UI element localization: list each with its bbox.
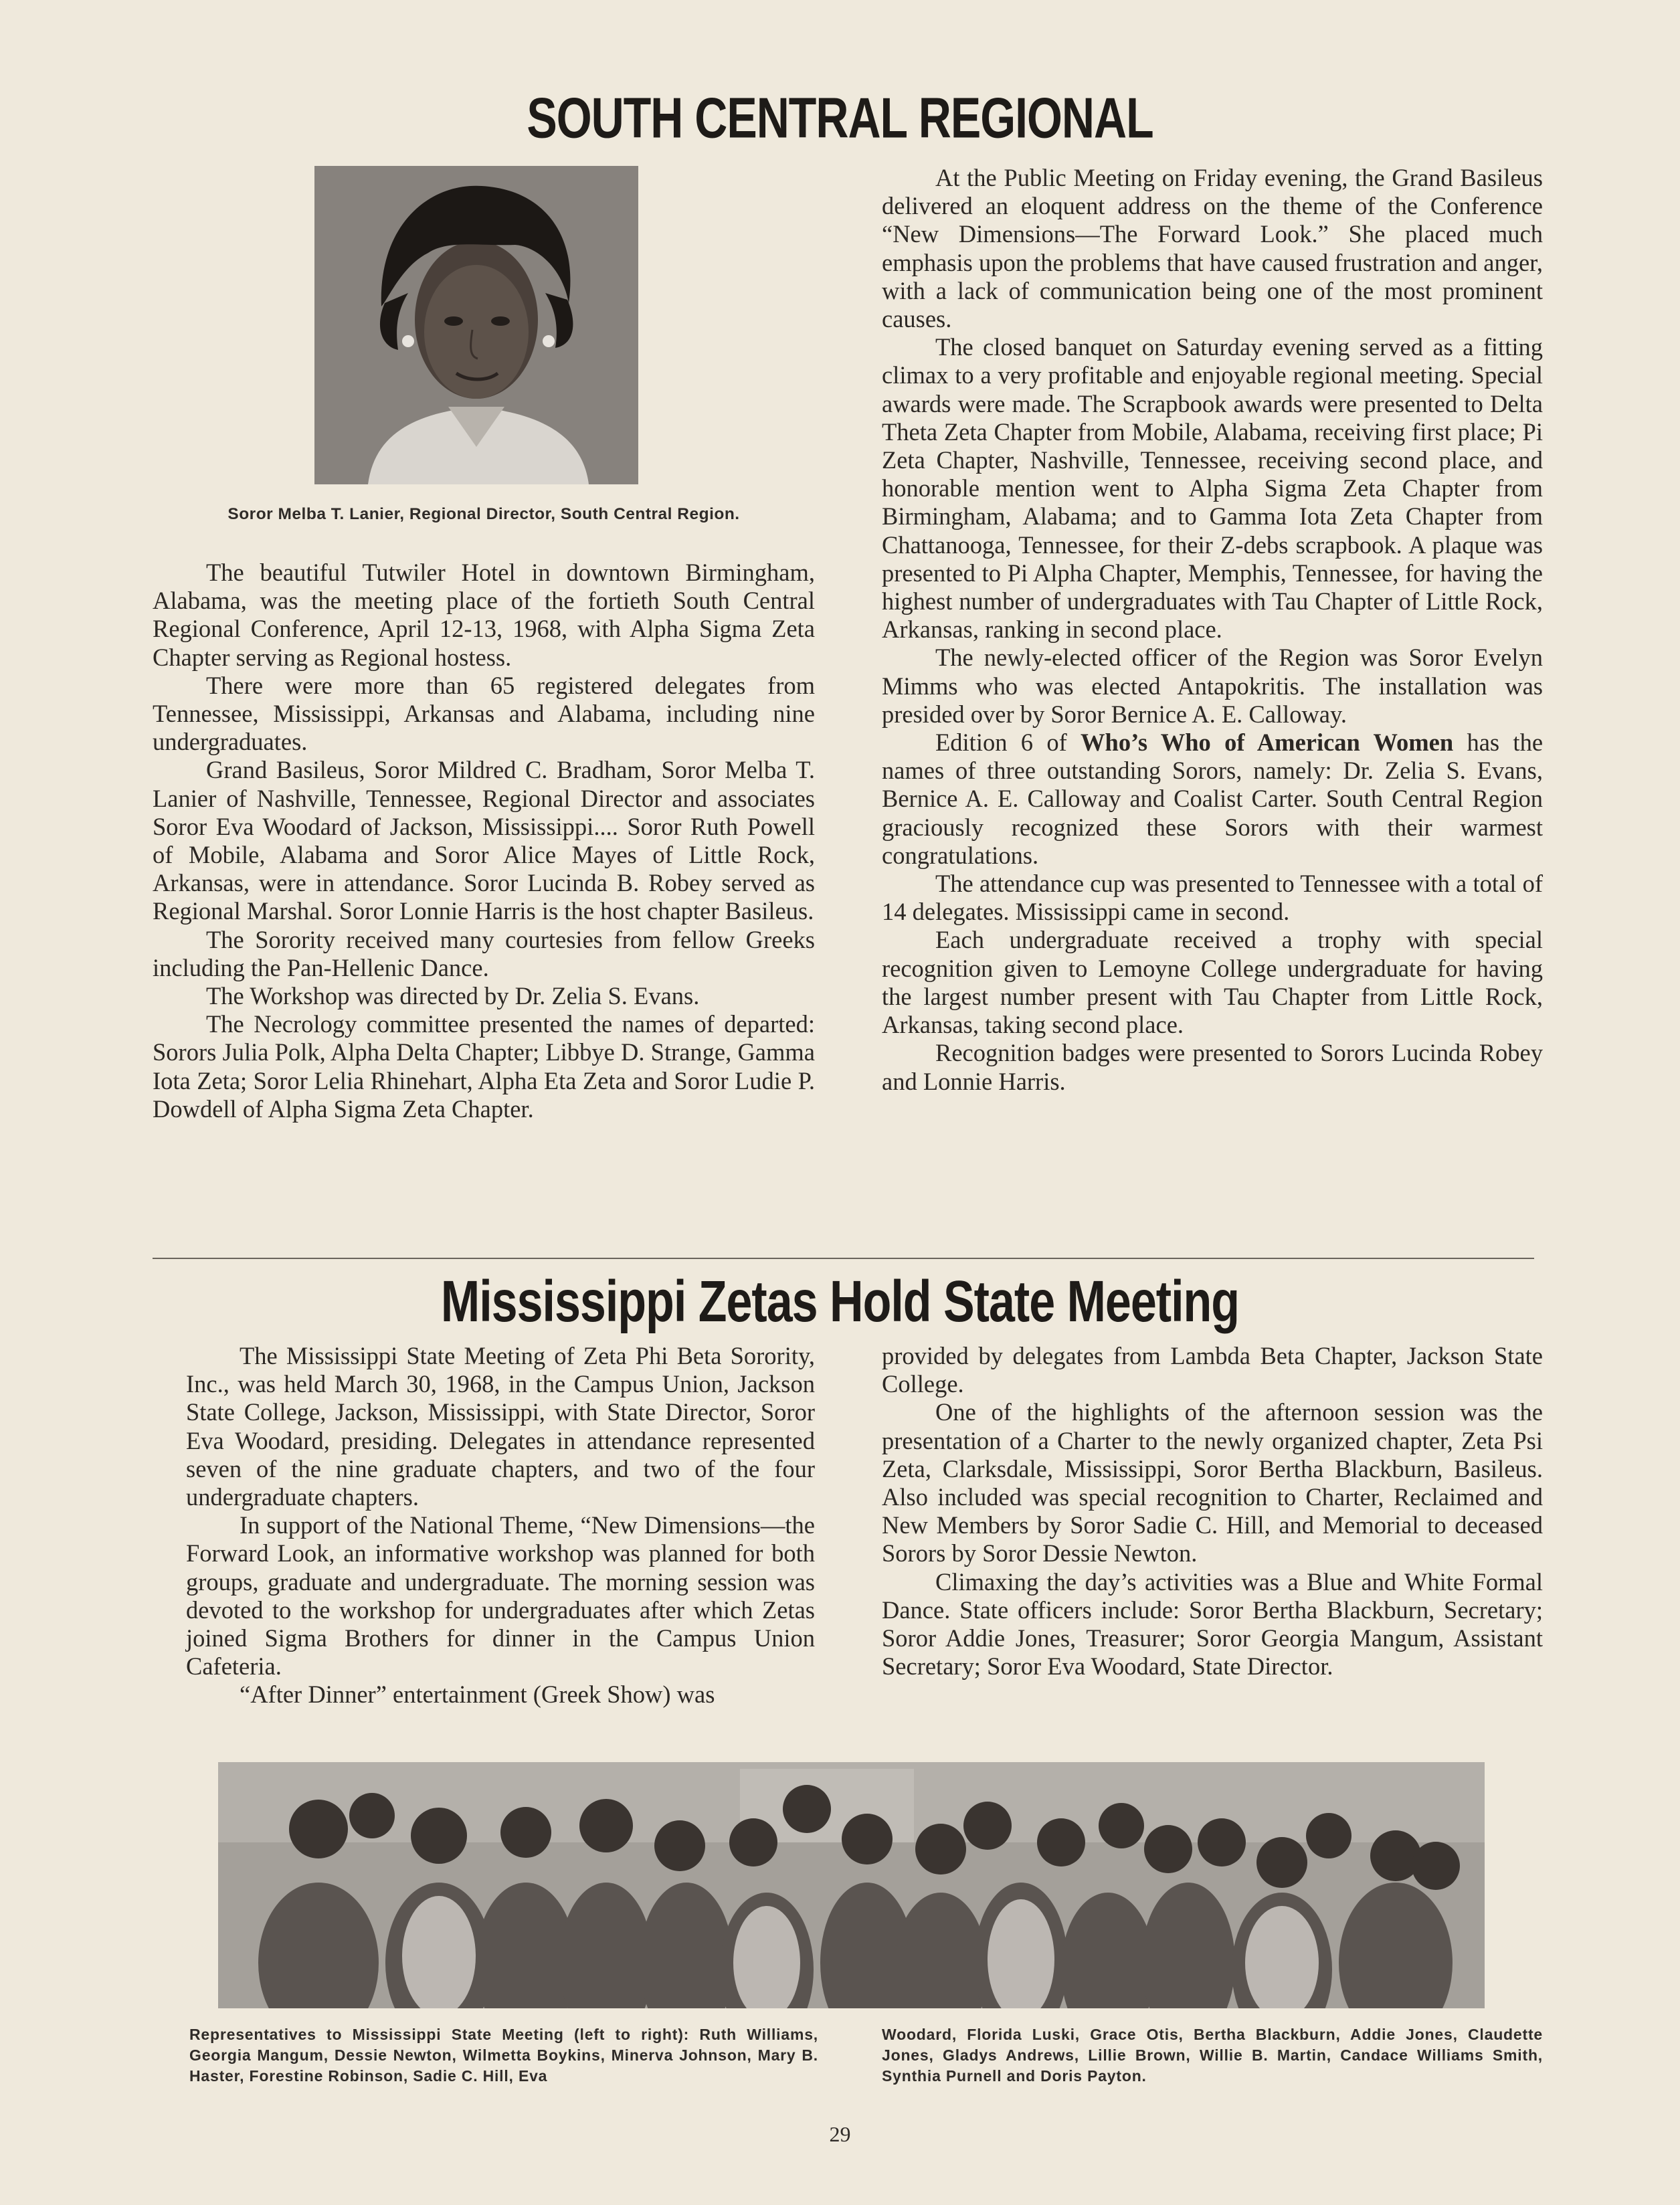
paragraph: Each undergraduate received a trophy with special recognition given to Lemoyne College undergraduate for having the largest number present with Tau Chapter from Little Rock, Arkansas, taking second place.: [882, 926, 1543, 1039]
group-photo-image: [218, 1762, 1485, 2008]
paragraph: The attendance cup was presented to Tennessee with a total of 14 delegates. Mississippi came in second.: [882, 870, 1543, 926]
paragraph: Grand Basileus, Soror Mildred C. Bradham, Soror Melba T. Lanier of Nashville, Tennessee, Regional Director and associates Soror Eva Woodard of Jackson, Mississippi.... Soror Ruth Powell of Mobile, Alabama and Soror Alice Mayes of Little Rock, Arkansas, were in attendance. Soror Lucinda B. Robey served as Regional Marshal. Soror Lonnie Harris is the host chapter Basileus.: [153, 756, 815, 925]
portrait-image: [314, 166, 638, 484]
paragraph-edition: [882, 729, 1543, 870]
paragraph: “After Dinner” entertainment (Greek Show) was: [240, 1681, 715, 1709]
publication-title: Who’s Who of American Women: [1081, 729, 1454, 757]
paragraph: The Mississippi State Meeting of Zeta Phi Beta Sorority, Inc., was held March 30, 1968, in the Campus Union, Jackson State College, Jackson, Mississippi, with State Director, Soror Eva Woodard, presiding. Delegates in attendance represented seven of the nine graduate chapters, and two of the four undergraduate chapters.: [186, 1342, 815, 1511]
south-central-left-column: [153, 559, 815, 1123]
edition-text-end: has the names of three outstanding Sorors, namely: Dr. Zelia S. Evans, Bernice A. E. Calloway and Coalist Carter. South Central Region graciously recognized these Sorors with their warmest congratulations.: [882, 729, 1544, 869]
portrait-photo: [314, 166, 638, 484]
mississippi-right-column: [882, 1342, 1543, 1681]
page-number: 29: [829, 2122, 851, 2146]
paragraph: Climaxing the day’s activities was a Blue and White Formal Dance. State officers include: Soror Bertha Blackburn, Secretary; Soror Addie Jones, Treasurer; Soror Georgia Mangum, Assistant Secretary; Soror Eva Woodard, State Director.: [882, 1567, 1543, 1681]
paragraph: The Workshop was directed by Dr. Zelia S. Evans.: [206, 982, 700, 1010]
group-photo-caption-left: Representatives to Mississippi State Meeting (left to right): Ruth Williams, Georgia Mangum, Dessie Newton, Wilmetta Boykins, Minerva Johnson, Mary B. Haster, Forestine Robinson, Sadie C. Hill, Eva: [189, 2026, 818, 2085]
paragraph: provided by delegates from Lambda Beta Chapter, Jackson State College.: [882, 1342, 1543, 1398]
group-photo-caption-right: Woodard, Florida Luski, Grace Otis, Bertha Blackburn, Addie Jones, Claudette Jones, Gladys Andrews, Lillie Brown, Willie B. Martin, Candace Williams Smith, Synthia Purnell and Doris Payton.: [882, 2026, 1543, 2085]
south-central-right-column: [882, 164, 1543, 1096]
section-headline-mississippi: Mississippi Zetas Hold State Meeting: [440, 1268, 1240, 1334]
paragraph: The closed banquet on Saturday evening served as a fitting climax to a very profitable and enjoyable regional meeting. Special awards were made. The Scrapbook awards were presented to Delta Theta Zeta Chapter from Mobile, Alabama, receiving first place; Pi Zeta Chapter, Nashville, Tennessee, receiving second place, and honorable mention went to Alpha Sigma Zeta Chapter from Birmingham, Alabama; and to Gamma Iota Zeta Chapter from Chattanooga, Tennessee, for their Z-debs scrapbook. A plaque was presented to Pi Alpha Chapter, Memphis, Tennessee, for having the highest number of undergraduates with Tau Chapter of Little Rock, Arkansas, ranking in second place.: [882, 333, 1543, 644]
paragraph: The newly-elected officer of the Region was Soror Evelyn Mimms who was elected Antapokritis. The installation was presided over by Soror Bernice A. E. Calloway.: [882, 644, 1543, 728]
paragraph: The Necrology committee presented the names of departed: Sorors Julia Polk, Alpha Delta Chapter; Libbye D. Strange, Gamma Iota Zeta; Soror Lelia Rhinehart, Alpha Eta Zeta and Soror Ludie P. Dowdell of Alpha Sigma Zeta Chapter.: [153, 1010, 815, 1123]
paragraph: There were more than 65 registered delegates from Tennessee, Mississippi, Arkansas and Alabama, including nine undergraduates.: [153, 671, 815, 756]
paragraph: The beautiful Tutwiler Hotel in downtown Birmingham, Alabama, was the meeting place of the fortieth South Central Regional Conference, April 12-13, 1968, with Alpha Sigma Zeta Chapter serving as Regional hostess.: [153, 559, 815, 671]
edition-text-start: Edition 6 of: [935, 729, 1081, 757]
paragraph: Recognition badges were presented to Sorors Lucinda Robey and Lonnie Harris.: [882, 1039, 1543, 1095]
section-divider: [153, 1258, 1534, 1259]
paragraph: In support of the National Theme, “New Dimensions—the Forward Look, an informative workshop was planned for both groups, graduate and undergraduate. The morning session was devoted to the workshop for undergraduates after which Zetas joined Sigma Brothers for dinner in the Campus Union Cafeteria.: [186, 1511, 815, 1681]
paragraph: One of the highlights of the afternoon session was the presentation of a Charter to the newly organized chapter, Zeta Psi Zeta, Clarksdale, Mississippi, Soror Bertha Blackburn, Basileus. Also included was special recognition to Charter, Reclaimed and New Members by Soror Sadie C. Hill, and Memorial to deceased Sorors by Soror Dessie Newton.: [882, 1398, 1543, 1567]
portrait-caption: Soror Melba T. Lanier, Regional Director, South Central Region.: [227, 505, 740, 523]
paragraph: The Sorority received many courtesies from fellow Greeks including the Pan-Hellenic Dance.: [153, 925, 815, 981]
group-photo: [218, 1762, 1485, 2008]
paragraph: At the Public Meeting on Friday evening, the Grand Basileus delivered an eloquent address on the theme of the Conference “New Dimensions—The Forward Look.” She placed much emphasis upon the problems that have caused frustration and anger, with a lack of communication being one of the most prominent causes.: [882, 164, 1543, 333]
mississippi-left-column: [186, 1342, 815, 1709]
section-headline-south-central: SOUTH CENTRAL REGIONAL: [527, 86, 1153, 151]
